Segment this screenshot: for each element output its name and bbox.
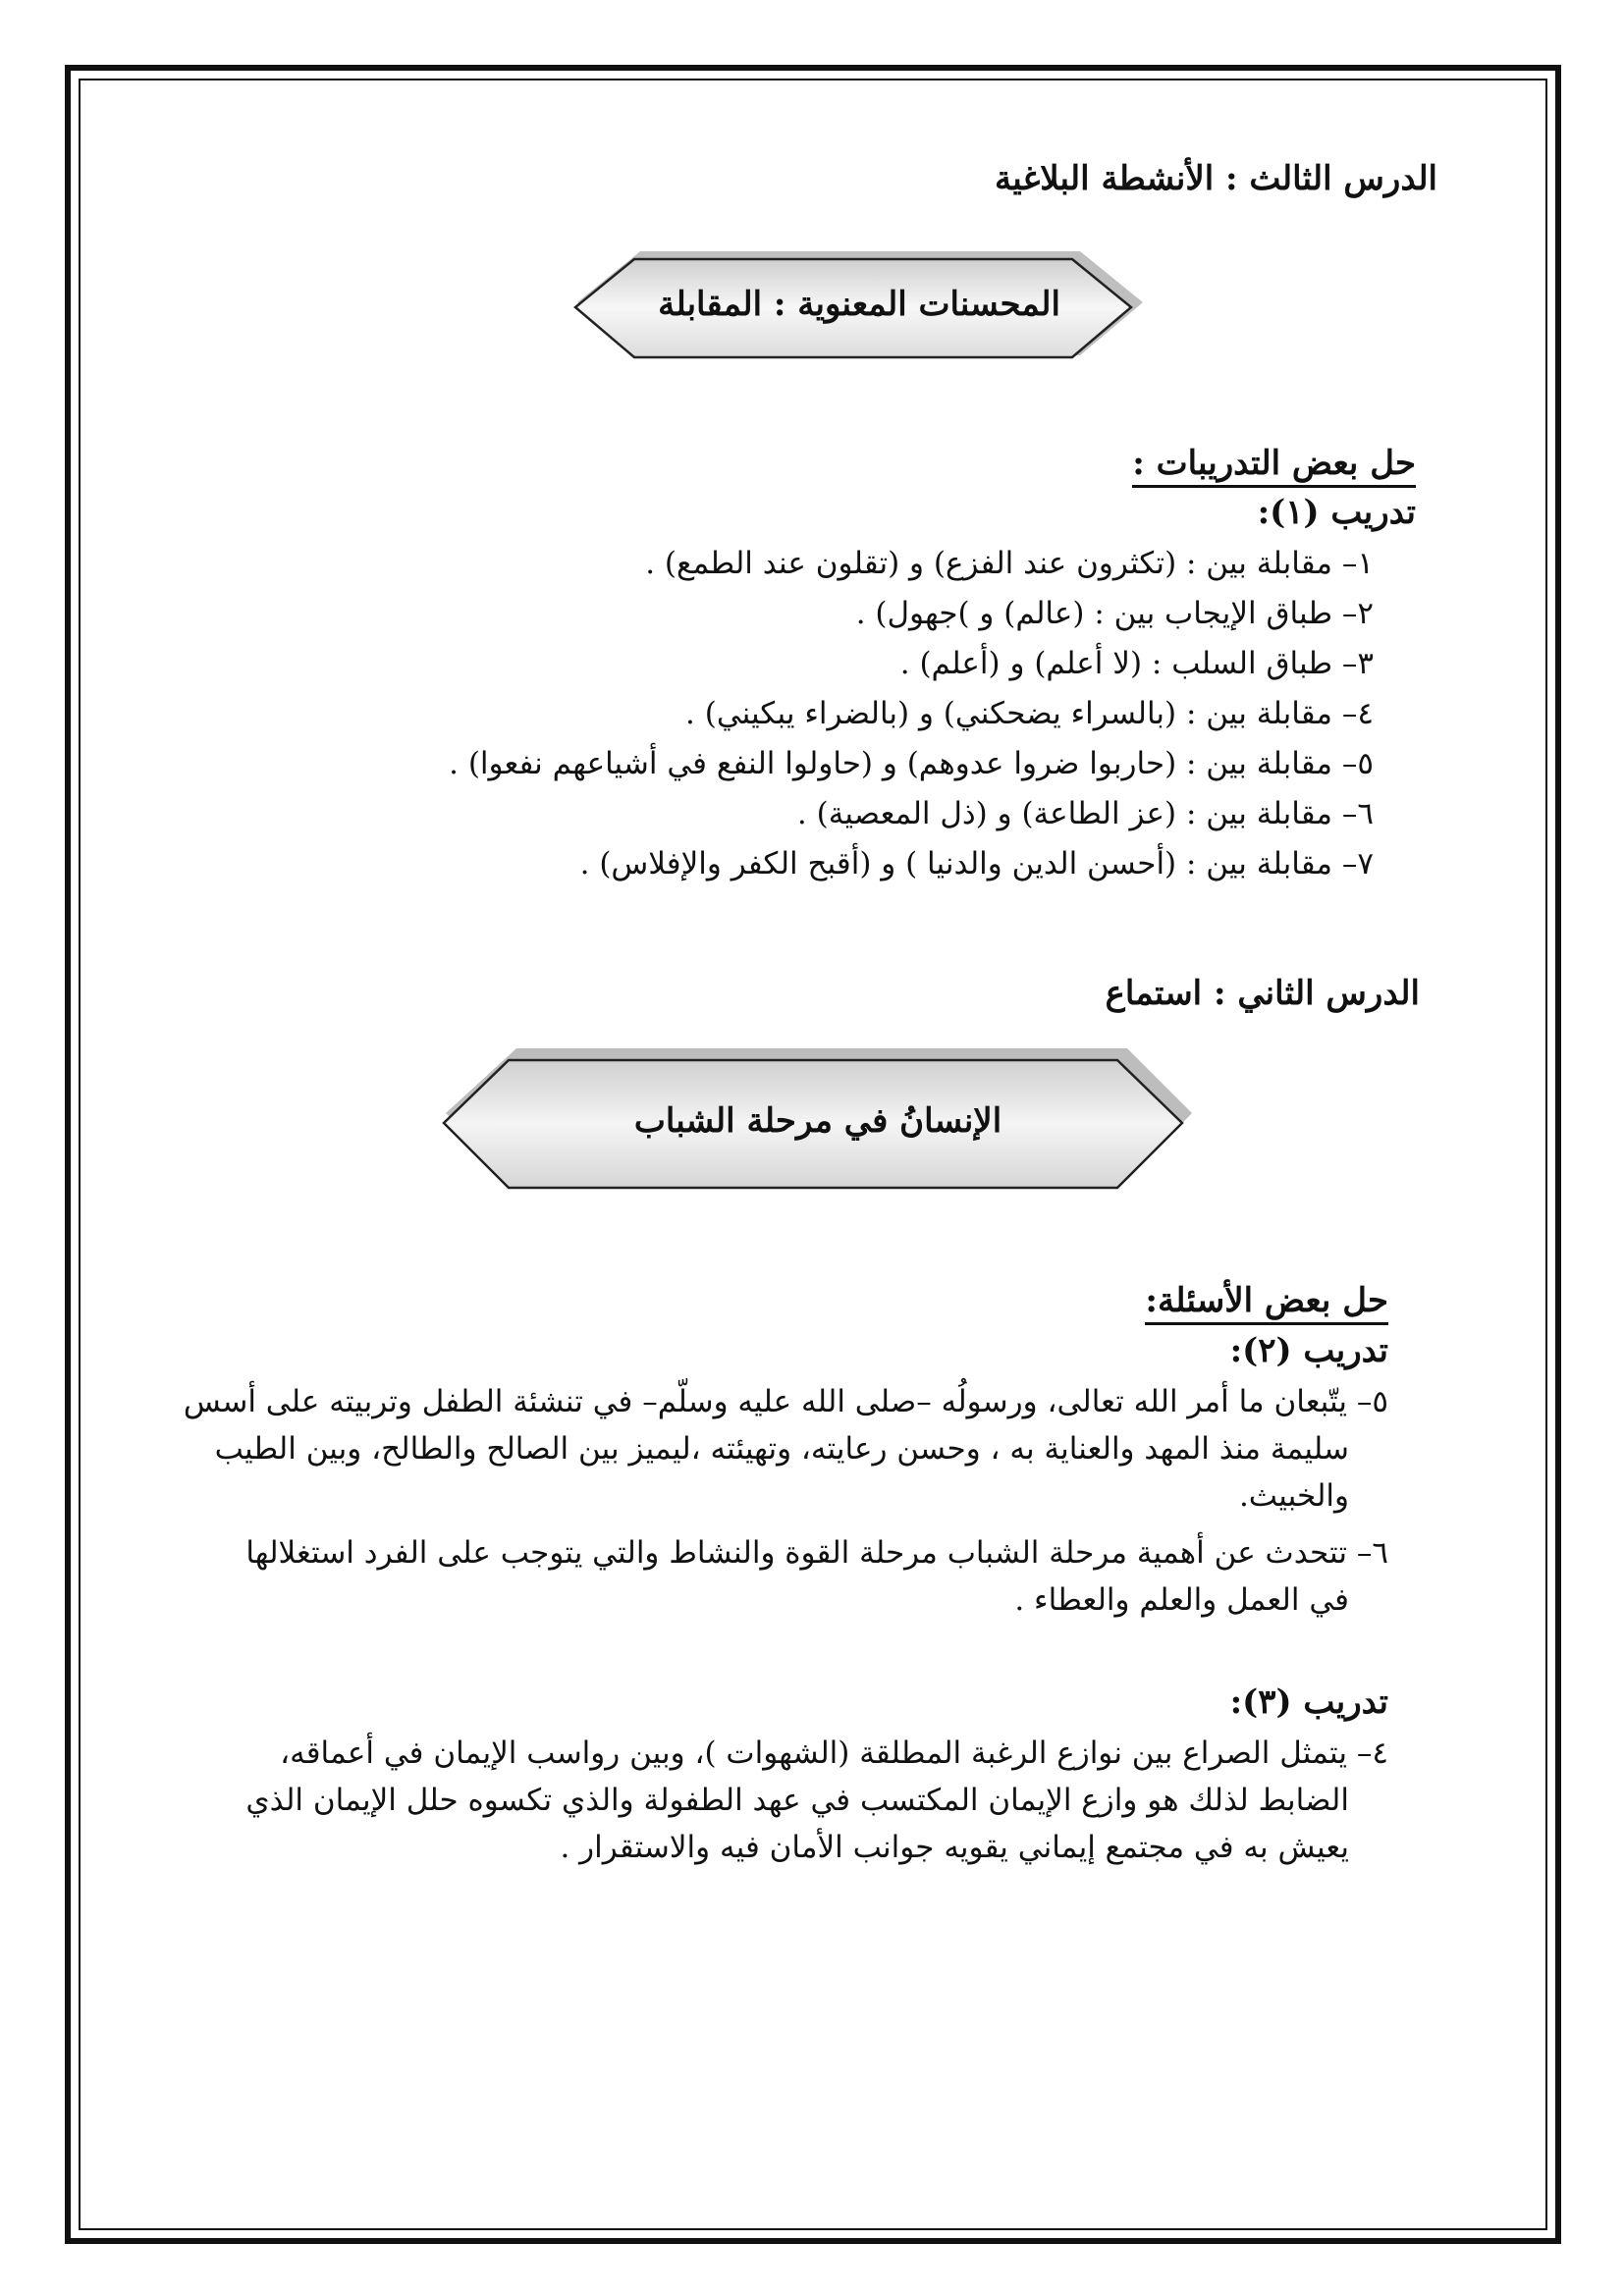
exercise-3-item-4-line: ٤– يتمثل الصراع بين نوازع الرغبة المطلقة (الشهوات )، وبين رواسب الإيمان في أعماقه، bbox=[280, 1735, 1388, 1771]
lesson3-solutions-heading: حل بعض التدريبات : bbox=[1132, 444, 1416, 483]
exercise-1-heading: تدريب (١): bbox=[1257, 493, 1416, 532]
exercise-2-item-6-line: في العمل والعلم والعطاء . bbox=[1014, 1582, 1349, 1618]
exercise-2-item-5-line: والخبيث. bbox=[1238, 1478, 1349, 1514]
exercise-1-item: ٤– مقابلة بين : (بالسراء يضحكني) و (بالضراء يبكيني) . bbox=[685, 696, 1374, 731]
exercise-3-item-4-line: الضابط لذلك هو وازع الإيمان المكتسب في عهد الطفولة والذي تكسوه حلل الإيمان الذي bbox=[245, 1783, 1349, 1818]
exercise-2-item-6-line: ٦– تتحدث عن أهمية مرحلة الشباب مرحلة القوة والنشاط والتي يتوجب على الفرد استغلالها bbox=[245, 1535, 1388, 1571]
lesson2-title: الدرس الثاني : استماع bbox=[1105, 974, 1420, 1013]
exercise-3-item-4-line: يعيش به في مجتمع إيماني يقويه جوانب الأمان فيه والاستقرار . bbox=[560, 1830, 1349, 1865]
exercise-2-item-5-line: سليمة منذ المهد والعناية به ، وحسن رعايته، وتهيئته ،ليميز بين الصالح والطالح، وبين الطيب bbox=[214, 1431, 1349, 1467]
exercise-1-item: ٧– مقابلة بين : (أحسن الدين والدنيا ) و (أقبح الكفر والإفلاس) . bbox=[579, 846, 1374, 881]
exercise-1-item: ٣– طباق السلب : (لا أعلم) و (أعلم) . bbox=[899, 646, 1374, 681]
exercise-3-heading: تدريب (٣): bbox=[1229, 1682, 1388, 1722]
exercise-1-item: ٥– مقابلة بين : (حاربوا ضروا عدوهم) و (حاولوا النفع في أشياعهم نفعوا) . bbox=[449, 746, 1374, 781]
lesson3-title: الدرس الثالث : الأنشطة البلاغية bbox=[994, 159, 1437, 198]
banner-1-title: المحسنات المعنوية : المقابلة bbox=[658, 285, 1060, 324]
banner-2-title: الإنسانُ في مرحلة الشباب bbox=[633, 1101, 1002, 1141]
exercise-1-item: ٦– مقابلة بين : (عز الطاعة) و (ذل المعصية) . bbox=[796, 796, 1374, 831]
lesson2-solutions-heading: حل بعض الأسئلة: bbox=[1145, 1281, 1388, 1320]
exercise-2-item-5-line: ٥– يتّبعان ما أمر الله تعالى، ورسولُه –صلى الله عليه وسلّم– في تنشئة الطفل وتربيته على أسس bbox=[183, 1384, 1388, 1419]
exercise-1-item: ٢– طباق الإيجاب بين : (عالم) و )جهول) . bbox=[855, 596, 1374, 631]
exercise-2-heading: تدريب (٢): bbox=[1229, 1331, 1388, 1370]
exercise-1-item: ١– مقابلة بين : (تكثرون عند الفزع) و (تقلون عند الطمع) . bbox=[645, 546, 1374, 581]
